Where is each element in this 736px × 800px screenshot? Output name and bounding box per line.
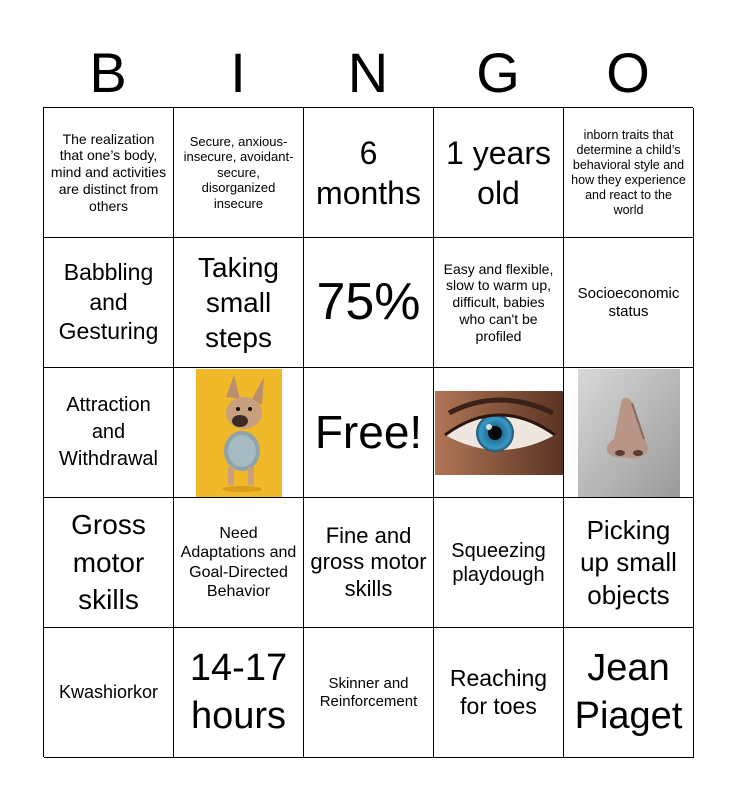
bingo-cell[interactable] xyxy=(174,368,304,498)
bingo-cell[interactable]: The realization that one’s body, mind and activities are distinct from others xyxy=(44,108,174,238)
bingo-grid xyxy=(43,107,693,757)
bingo-cell[interactable]: Socioeconomic status xyxy=(564,238,694,368)
bingo-cell[interactable]: 1 years old xyxy=(434,108,564,238)
eye-photo xyxy=(435,391,563,475)
bingo-cell[interactable]: 14-17 hours xyxy=(174,628,304,758)
bingo-cell[interactable]: Easy and flexible, slow to warm up, difficult, babies who can't be profiled xyxy=(434,238,564,368)
bingo-header xyxy=(43,40,693,106)
bingo-cell[interactable]: Need Adaptations and Goal-Directed Behavior xyxy=(174,498,304,628)
dog-photo xyxy=(196,369,282,497)
bingo-cell[interactable]: Gross motor skills xyxy=(44,498,174,628)
bingo-cell[interactable]: Attraction and Withdrawal xyxy=(44,368,174,498)
bingo-cell[interactable]: 6 months xyxy=(304,108,434,238)
bingo-cell[interactable]: Squeezing playdough xyxy=(434,498,564,628)
bingo-cell[interactable]: Babbling and Gesturing xyxy=(44,238,174,368)
header-letter-b: B xyxy=(89,41,127,104)
bingo-cell[interactable]: Jean Piaget xyxy=(564,628,694,758)
header-letter-i: I xyxy=(230,41,246,104)
header-letter-g: G xyxy=(476,41,520,104)
bingo-cell[interactable] xyxy=(434,368,564,498)
bingo-cell[interactable]: 75% xyxy=(304,238,434,368)
bingo-cell[interactable]: Kwashiorkor xyxy=(44,628,174,758)
free-space[interactable]: Free! xyxy=(304,368,434,498)
header-letter-n: N xyxy=(347,41,389,104)
bingo-cell[interactable]: Skinner and Reinforcement xyxy=(304,628,434,758)
nose-photo xyxy=(578,369,680,497)
bingo-cell[interactable]: inborn traits that determine a child’s behavioral style and how they experience and react to the world xyxy=(564,108,694,238)
bingo-cell[interactable] xyxy=(564,368,694,498)
bingo-cell[interactable]: Reaching for toes xyxy=(434,628,564,758)
bingo-cell[interactable]: Fine and gross motor skills xyxy=(304,498,434,628)
bingo-cell[interactable]: Picking up small objects xyxy=(564,498,694,628)
header-letter-o: O xyxy=(606,41,650,104)
bingo-cell[interactable]: Secure, anxious-insecure, avoidant-secure, disorganized insecure xyxy=(174,108,304,238)
bingo-cell[interactable]: Taking small steps xyxy=(174,238,304,368)
